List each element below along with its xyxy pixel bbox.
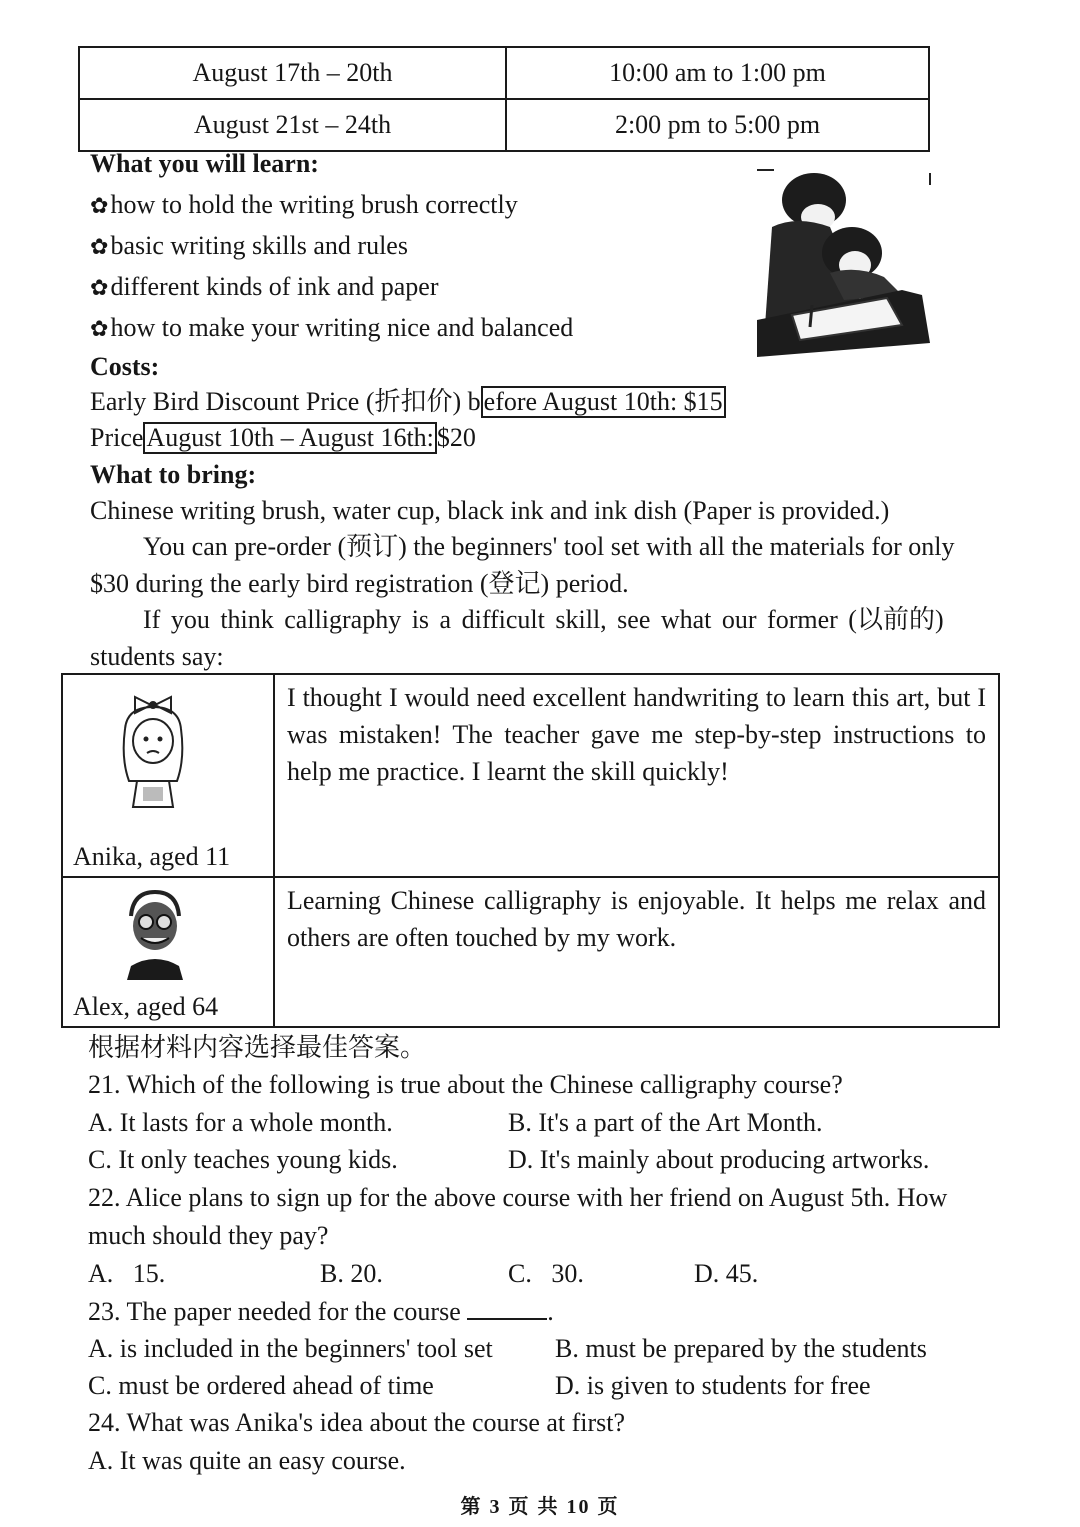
learn-item: [90, 311, 573, 346]
answer-blank: [467, 1296, 547, 1320]
testimonial-row: [62, 877, 999, 1027]
price-label: Price: [90, 423, 144, 452]
costs-heading: Costs:: [90, 352, 160, 381]
question-22-stem-line-1: 22. Alice plans to sign up for the above course with her friend on August 5th. How: [88, 1183, 948, 1212]
bring-line: Chinese writing brush, water cup, black ink and ink dish (Paper is provided.): [90, 496, 890, 525]
question-24-option-a[interactable]: A. It was quite an easy course.: [88, 1446, 406, 1475]
flower-bullet-icon: ✿: [90, 316, 109, 341]
learn-item: [90, 229, 408, 264]
question-21-option-d[interactable]: D. It's mainly about producing artworks.: [508, 1145, 930, 1174]
former-students-line-2: students say:: [90, 642, 224, 671]
question-23-option-c[interactable]: C. must be ordered ahead of time: [88, 1371, 434, 1400]
testimonial-name: Anika, aged 11: [73, 842, 231, 871]
testimonial-row: [62, 674, 999, 877]
grandpa-avatar-icon: [117, 886, 193, 982]
schedule-time: 10:00 am to 1:00 pm: [506, 47, 929, 99]
bring-heading: What to bring:: [90, 460, 257, 489]
question-21-stem: 21. Which of the following is true about the Chinese calligraphy course?: [88, 1070, 843, 1099]
testimonial-person: [62, 674, 274, 877]
testimonial-name: Alex, aged 64: [73, 992, 219, 1021]
question-21-option-c[interactable]: C. It only teaches young kids.: [88, 1145, 398, 1174]
question-22-stem-line-2: much should they pay?: [88, 1221, 329, 1250]
testimonial-quote: Learning Chinese calligraphy is enjoyable. It helps me relax and others are often touched by my work.: [274, 877, 999, 1027]
question-23-option-d[interactable]: D. is given to students for free: [555, 1371, 871, 1400]
schedule-dates: August 17th – 20th: [79, 47, 506, 99]
price-boxed-dates: August 10th – August 16th:: [143, 422, 436, 454]
learn-item: [90, 188, 518, 223]
flower-bullet-icon: ✿: [90, 193, 109, 218]
question-23-stem: [88, 1295, 554, 1329]
question-23-option-a[interactable]: A. is included in the beginners' tool set: [88, 1334, 493, 1363]
question-23-option-b[interactable]: B. must be prepared by the students: [555, 1334, 927, 1363]
schedule-dates: August 21st – 24th: [79, 99, 506, 151]
schedule-table: [78, 46, 930, 152]
regular-price: [90, 421, 476, 455]
testimonial-person: [62, 877, 274, 1027]
question-22-option-a[interactable]: A. 15.: [88, 1259, 166, 1288]
learn-item-text: how to hold the writing brush correctly: [110, 190, 518, 219]
question-23-stem-text: 23. The paper needed for the course: [88, 1297, 461, 1326]
question-21-option-b[interactable]: B. It's a part of the Art Month.: [508, 1108, 823, 1137]
early-bird-price: [90, 385, 726, 419]
question-22-option-c[interactable]: C. 30.: [508, 1259, 584, 1288]
question-23-stem-end: .: [547, 1297, 554, 1326]
schedule-row: [79, 47, 929, 99]
preorder-line-2: $30 during the early bird registration (登记) period.: [90, 569, 629, 598]
learn-item-text: different kinds of ink and paper: [110, 272, 439, 301]
schedule-row: [79, 99, 929, 151]
schedule-time: 2:00 pm to 5:00 pm: [506, 99, 929, 151]
girl-avatar-icon: [113, 689, 193, 809]
question-22-option-b[interactable]: B. 20.: [320, 1259, 383, 1288]
testimonial-quote: I thought I would need excellent handwriting to learn this art, but I was mistaken! The teacher gave me step-by-step instructions to help me practice. I learnt the skill quickly!: [274, 674, 999, 877]
learn-item-text: how to make your writing nice and balanced: [110, 313, 574, 342]
page-number-footer: 第 3 页 共 10 页: [460, 1496, 620, 1518]
instruction-text: 根据材料内容选择最佳答案。: [88, 1033, 427, 1062]
learn-heading: What you will learn:: [90, 149, 319, 178]
learn-item-text: basic writing skills and rules: [110, 231, 408, 260]
former-students-line-1: If you think calligraphy is a difficult skill, see what our former (以前的): [143, 605, 944, 634]
question-24-stem: 24. What was Anika's idea about the course at first?: [88, 1408, 626, 1437]
price-value: $20: [436, 423, 476, 452]
early-bird-boxed-text: efore August 10th: $15: [481, 386, 726, 418]
flower-bullet-icon: ✿: [90, 234, 109, 259]
calligraphy-lesson-illustration: [752, 165, 937, 370]
question-21-option-a[interactable]: A. It lasts for a whole month.: [88, 1108, 393, 1137]
preorder-line-1: You can pre-order (预订) the beginners' tool set with all the materials for only: [143, 532, 955, 561]
question-22-option-d[interactable]: D. 45.: [694, 1259, 759, 1288]
testimonials-table: [61, 673, 1000, 1028]
early-bird-label: Early Bird Discount Price (折扣价) b: [90, 387, 481, 416]
flower-bullet-icon: ✿: [90, 275, 109, 300]
learn-item: [90, 270, 438, 305]
